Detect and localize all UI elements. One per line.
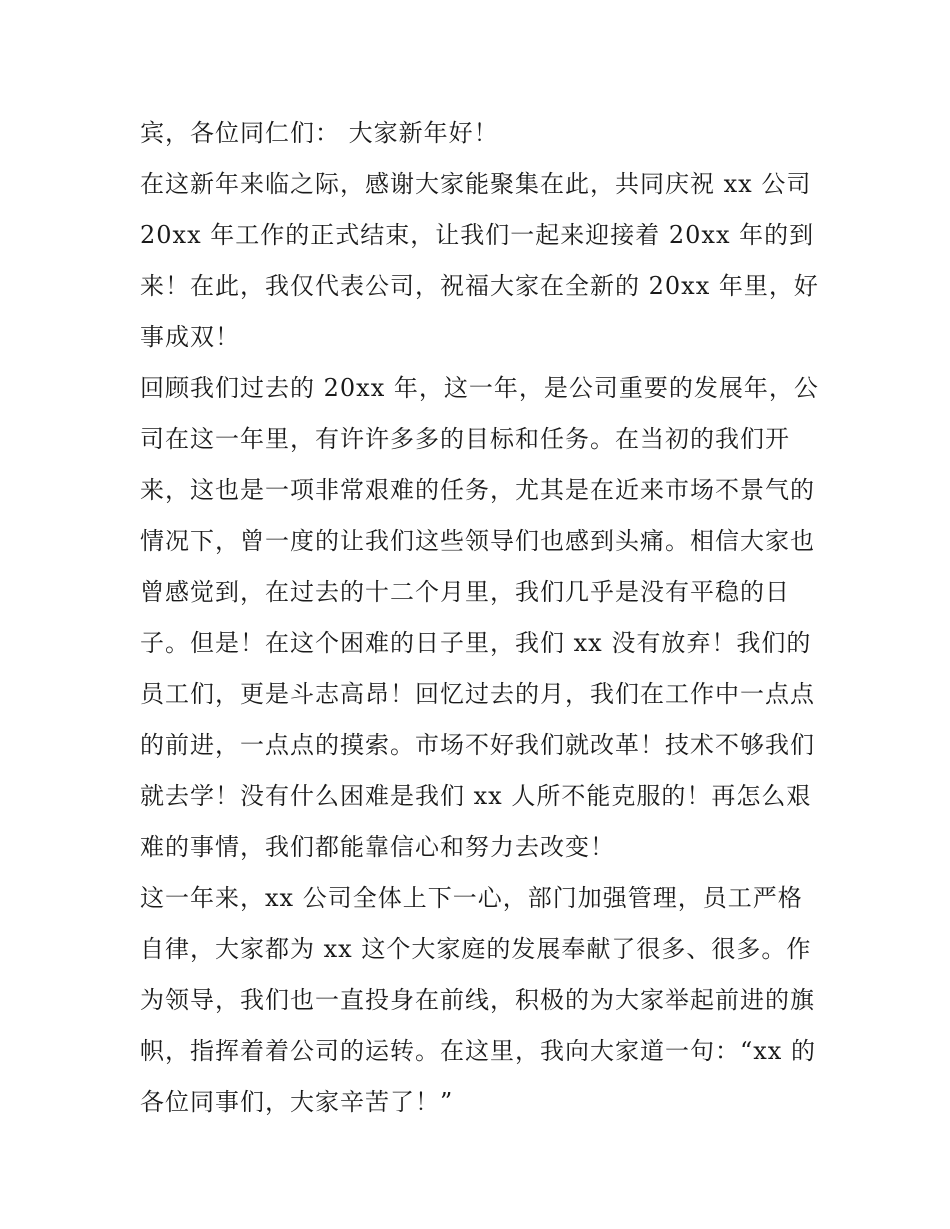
text-line: 事成双！ — [140, 323, 240, 351]
text-line: 曾感觉到，在过去的十二个月里，我们几乎是没有平稳的日 — [140, 578, 790, 606]
text-line: 这一年来，xx 公司全体上下一心，部门加强管理，员工严格 — [140, 884, 803, 912]
text-line: 情况下，曾一度的让我们这些领导们也感到头痛。相信大家也 — [140, 527, 815, 555]
text-line-greeting: 宾，各位同仁们： 大家新年好！ — [140, 119, 499, 147]
document-body — [140, 108, 819, 1128]
text-line: 20xx 年工作的正式结束，让我们一起来迎接着 20xx 年的到 — [140, 221, 815, 249]
text-line: 自律，大家都为 xx 这个大家庭的发展奉献了很多、很多。作 — [140, 935, 812, 963]
text-line: 为领导，我们也一直投身在前线，积极的为大家举起前进的旗 — [140, 986, 815, 1014]
text-line: 回顾我们过去的 20xx 年，这一年，是公司重要的发展年，公 — [140, 374, 819, 402]
text-line: 子。但是！在这个困难的日子里，我们 xx 没有放弃！我们的 — [140, 629, 812, 657]
text-line: 难的事情，我们都能靠信心和努力去改变！ — [140, 833, 615, 861]
text-line: 司在这一年里，有许许多多的目标和任务。在当初的我们开 — [140, 425, 790, 453]
text-line: 就去学！没有什么困难是我们 xx 人所不能克服的！再怎么艰 — [140, 782, 812, 810]
text-line: 员工们，更是斗志高昂！回忆过去的月，我们在工作中一点点 — [140, 680, 815, 708]
text-line: 各位同事们，大家辛苦了！” — [140, 1088, 454, 1116]
text-line: 来，这也是一项非常艰难的任务，尤其是在近来市场不景气的 — [140, 476, 815, 504]
text-line: 帜，指挥着着公司的运转。在这里，我向大家道一句：“xx 的 — [140, 1037, 816, 1065]
text-line: 的前进，一点点的摸索。市场不好我们就改革！技术不够我们 — [140, 731, 815, 759]
text-line: 在这新年来临之际，感谢大家能聚集在此，共同庆祝 xx 公司 — [140, 170, 812, 198]
text-line: 来！在此，我仅代表公司，祝福大家在全新的 20xx 年里，好 — [140, 272, 819, 300]
